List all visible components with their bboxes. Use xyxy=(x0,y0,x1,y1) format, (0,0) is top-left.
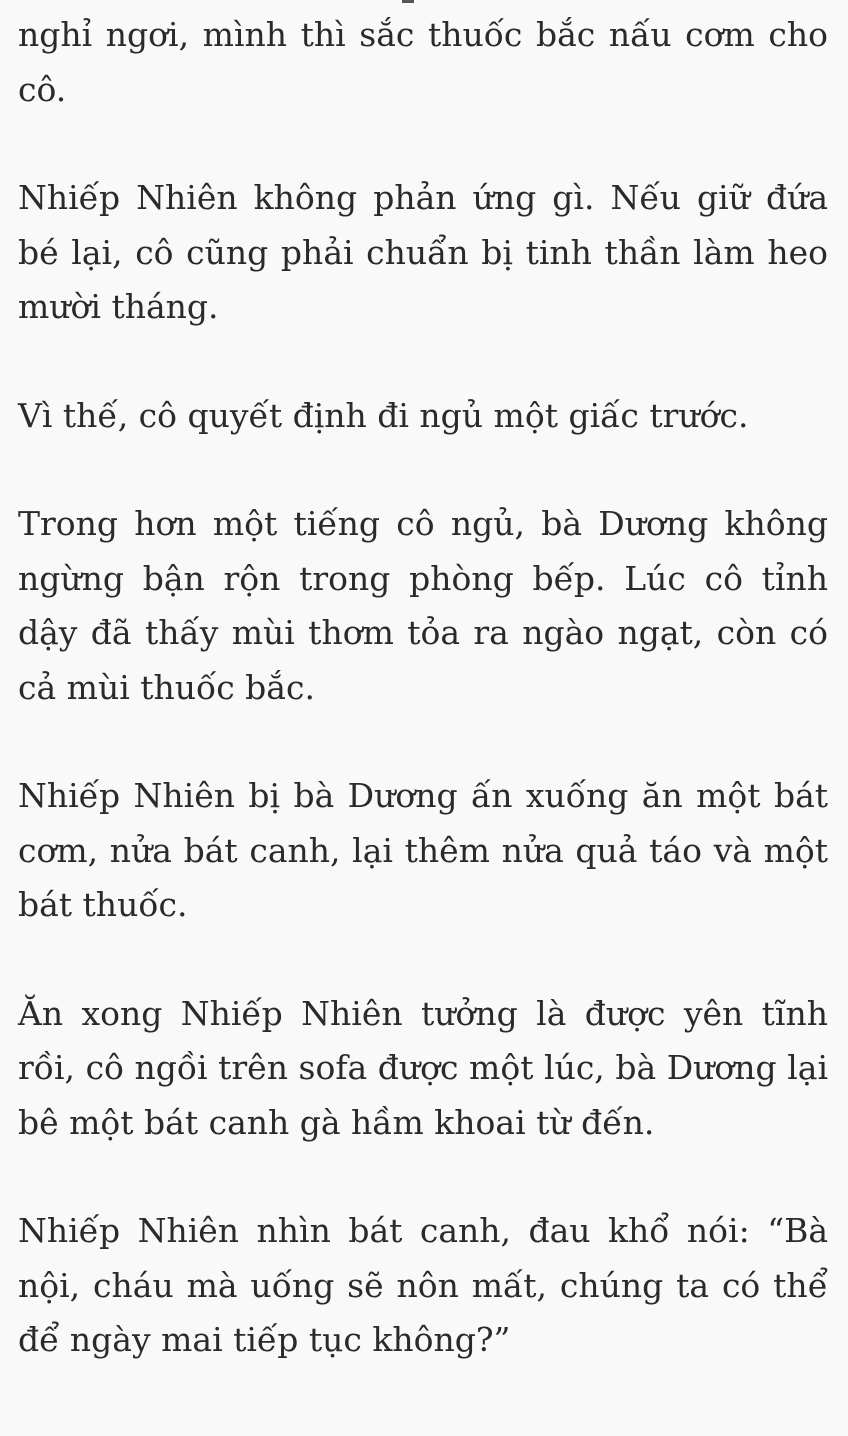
paragraph-6: Ăn xong Nhiếp Nhiên tưởng là được yên tĩnh rồi, cô ngồi trên sofa được một lúc, bà Dương lại bê một bát canh gà hầm khoai từ đến. xyxy=(18,993,828,1142)
reader-text-body xyxy=(18,8,828,1422)
top-edge-mark xyxy=(402,0,414,3)
paragraph-7: Nhiếp Nhiên nhìn bát canh, đau khổ nói: “Bà nội, cháu mà uống sẽ nôn mất, chúng ta có thể để ngày mai tiếp tục không?” xyxy=(18,1211,828,1359)
paragraph-4: Trong hơn một tiếng cô ngủ, bà Dương không ngừng bận rộn trong phòng bếp. Lúc cô tỉnh dậy đã thấy mùi thơm tỏa ra ngào ngạt, còn có cả mùi thuốc bắc. xyxy=(18,504,828,707)
paragraph-5: Nhiếp Nhiên bị bà Dương ấn xuống ăn một bát cơm, nửa bát canh, lại thêm nửa quả táo và một bát thuốc. xyxy=(18,776,828,924)
paragraph-1: nghỉ ngơi, mình thì sắc thuốc bắc nấu cơm cho cô. xyxy=(18,15,828,109)
paragraph-3: Vì thế, cô quyết định đi ngủ một giấc trước. xyxy=(18,395,749,435)
paragraph-2: Nhiếp Nhiên không phản ứng gì. Nếu giữ đứa bé lại, cô cũng phải chuẩn bị tinh thần làm heo mười tháng. xyxy=(18,178,828,326)
